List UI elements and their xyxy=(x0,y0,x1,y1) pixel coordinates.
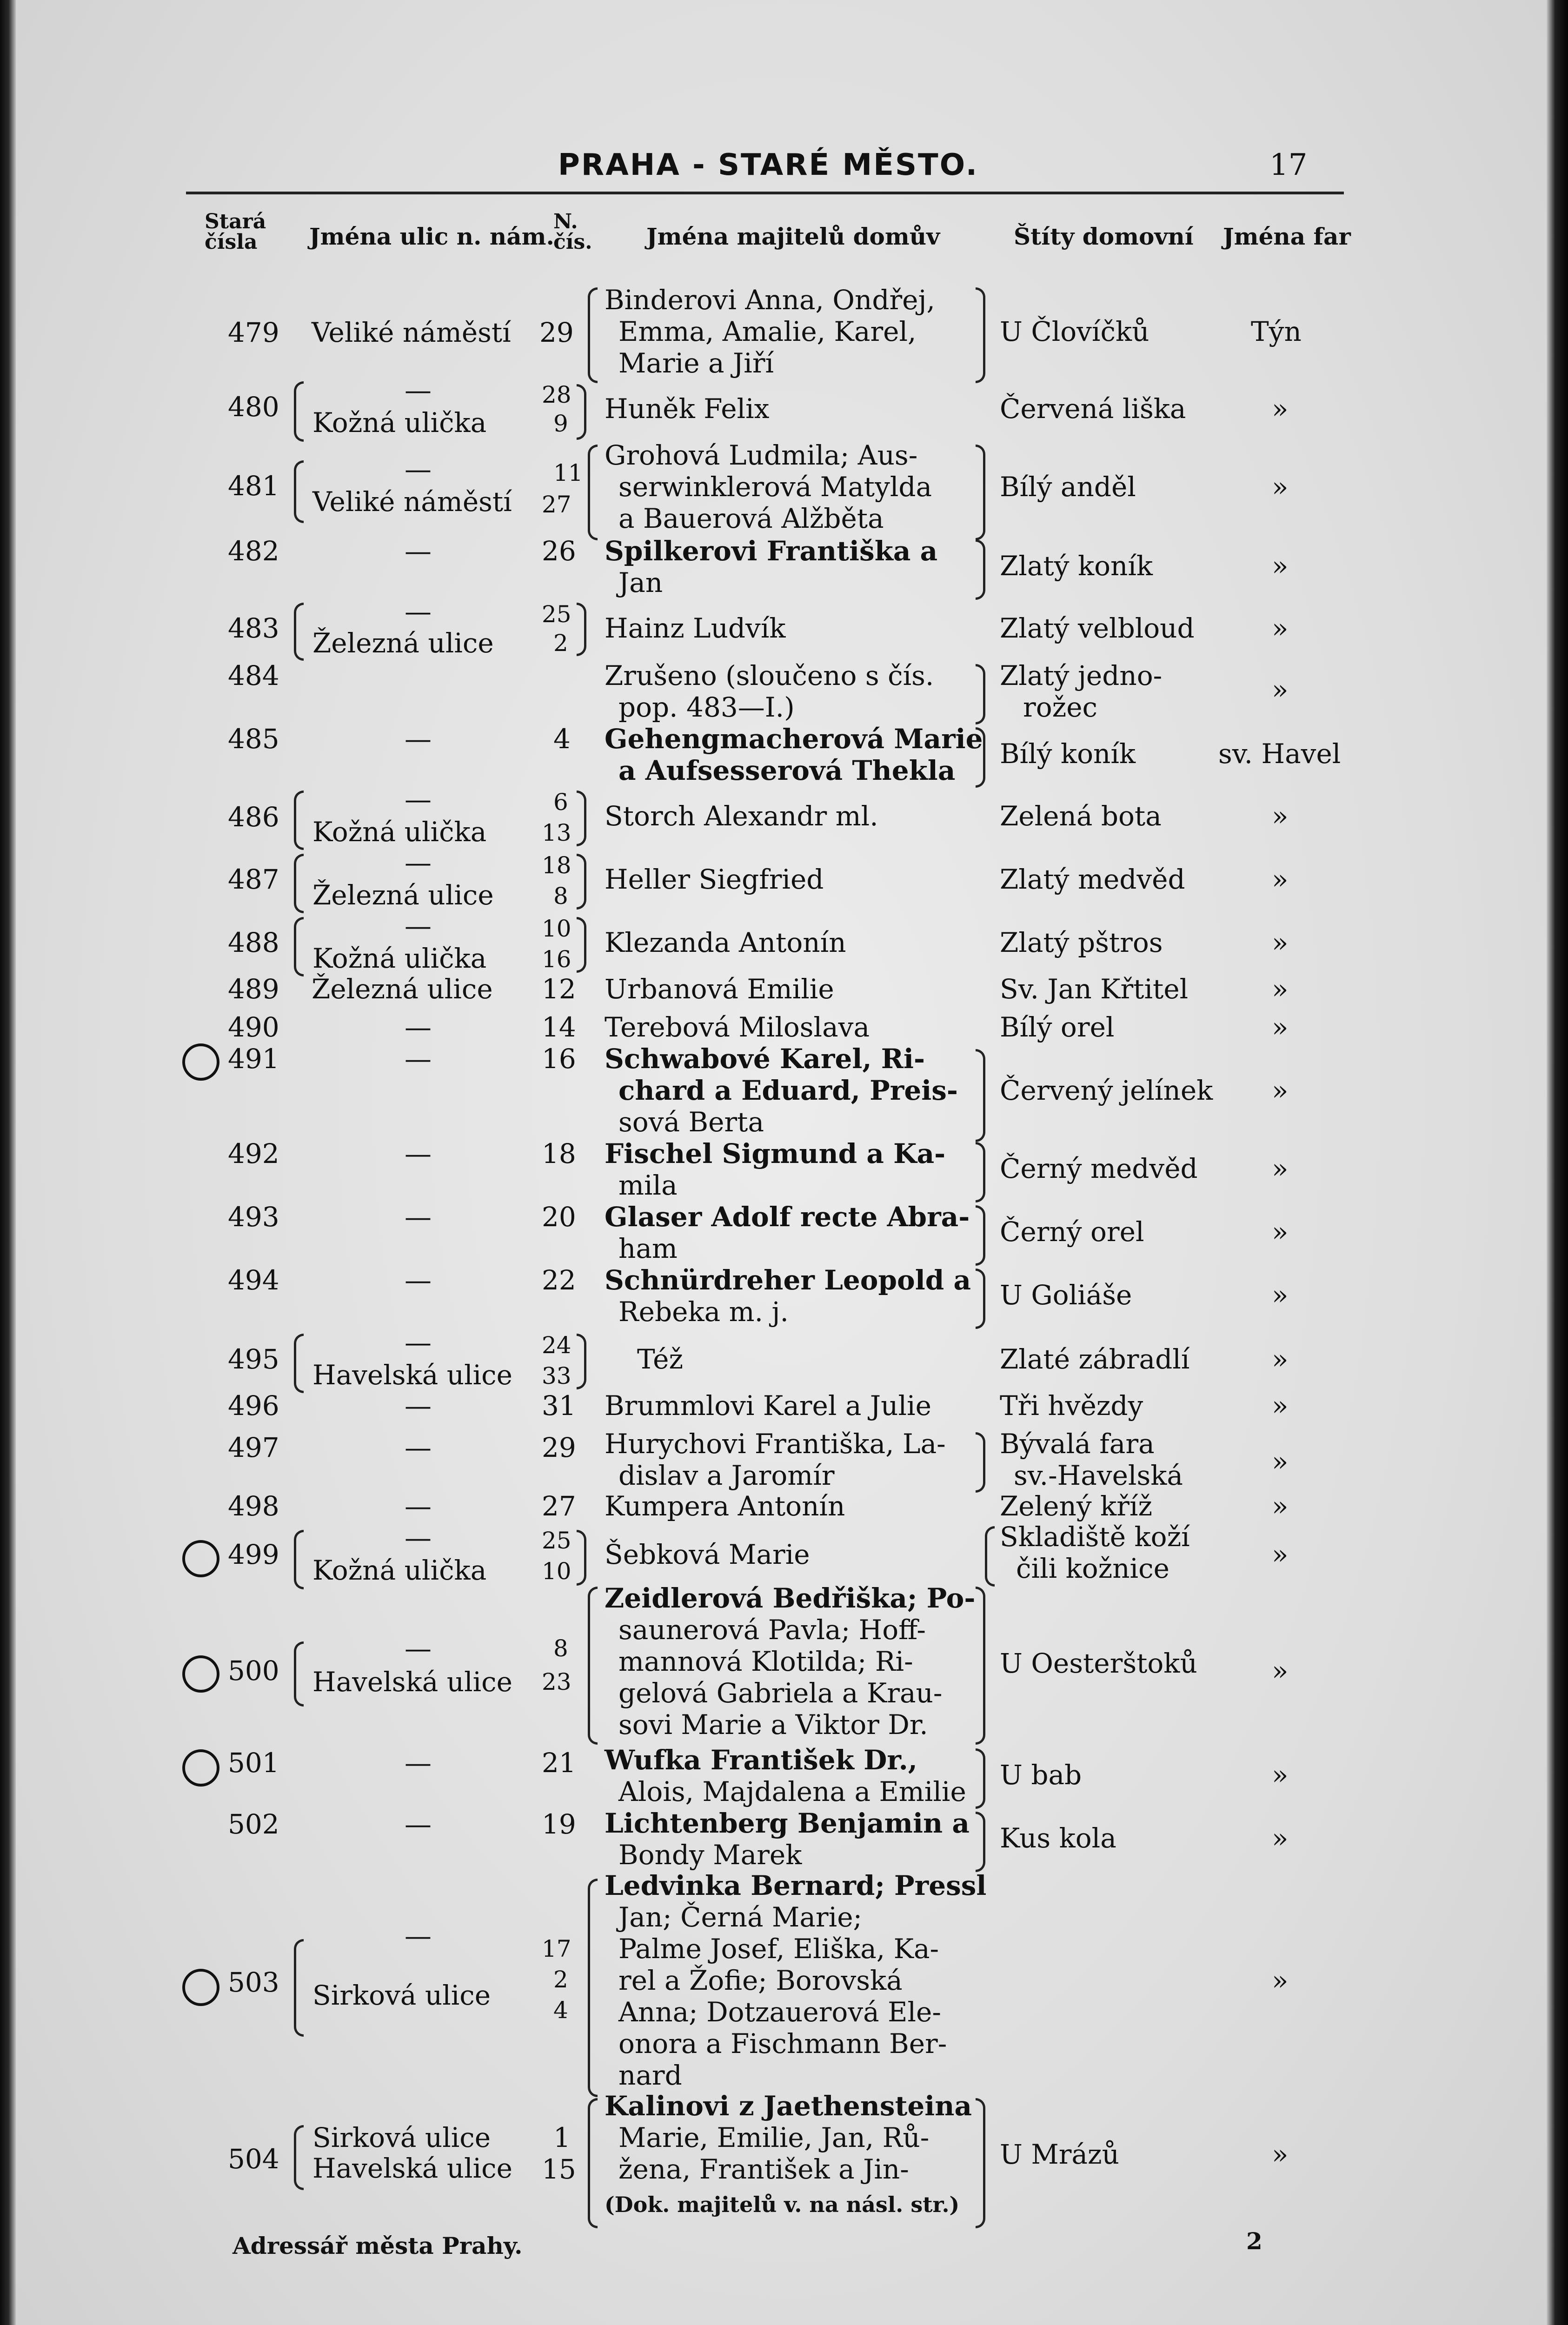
parish: » xyxy=(1272,864,1289,895)
owner: Též xyxy=(637,1343,684,1375)
house-sign: U Mrázů xyxy=(1000,2139,1119,2170)
parish: » xyxy=(1272,393,1289,425)
owner-line: Jan xyxy=(618,567,663,598)
brace xyxy=(976,727,985,788)
street: — xyxy=(405,1201,432,1233)
brace xyxy=(294,1334,304,1393)
brace xyxy=(577,790,586,846)
house-number: 10 xyxy=(542,915,571,942)
owner-line: Hurychovi Františka, La- xyxy=(605,1428,946,1460)
brace xyxy=(588,287,598,383)
owner-line: a Bauerová Alžběta xyxy=(618,503,884,534)
street-line: — xyxy=(405,1920,432,1952)
col-owners: Jména majitelů domův xyxy=(646,223,940,250)
parish: » xyxy=(1272,1153,1289,1184)
parish: » xyxy=(1272,2139,1289,2170)
old-number: 492 xyxy=(228,1138,279,1169)
brace xyxy=(976,664,985,724)
owner-line: serwinklerová Matylda xyxy=(618,471,932,503)
footer-signature: 2 xyxy=(1246,2227,1262,2255)
brace xyxy=(976,1432,985,1493)
owner-line: a Aufsesserová Thekla xyxy=(618,755,956,786)
house-sign: Bílý orel xyxy=(1000,1011,1115,1043)
parish: » xyxy=(1272,612,1289,644)
parish: Týn xyxy=(1251,316,1302,347)
owner-line: mila xyxy=(618,1169,678,1201)
old-number: 502 xyxy=(228,1808,279,1840)
house-number: 9 xyxy=(553,410,568,437)
house-sign: U Človíčků xyxy=(1000,316,1149,347)
old-number: 497 xyxy=(228,1432,279,1463)
old-number: 487 xyxy=(228,864,279,895)
brace xyxy=(294,381,304,442)
parish: » xyxy=(1272,927,1289,958)
street: Železná ulice xyxy=(312,973,493,1005)
street: — xyxy=(405,1390,432,1422)
owner-line: Emma, Amalie, Karel, xyxy=(618,316,917,347)
house-sign: Kus kola xyxy=(1000,1822,1116,1854)
house-sign-line: čili kožnice xyxy=(1016,1553,1169,1584)
circle-mark xyxy=(182,1540,219,1577)
old-number: 488 xyxy=(228,927,279,958)
house-number: 25 xyxy=(542,601,571,628)
brace xyxy=(577,854,586,910)
house-number: 26 xyxy=(542,535,576,567)
footer-title: Adressář města Prahy. xyxy=(233,2232,523,2259)
street-line: — xyxy=(405,453,432,485)
house-number: 12 xyxy=(542,973,576,1005)
owner-line: chard a Eduard, Preis- xyxy=(618,1075,958,1106)
parish: » xyxy=(1272,1075,1289,1106)
house-number: 14 xyxy=(542,1011,576,1043)
col-number-line2: čís. xyxy=(553,230,592,254)
brace xyxy=(294,2125,304,2190)
owner-line: Ledvinka Bernard; Pressl xyxy=(605,1870,987,1901)
brace xyxy=(976,1748,985,1809)
street: — xyxy=(405,1747,432,1779)
brace xyxy=(976,1142,985,1202)
owner-line: Gehengmacherová Marie xyxy=(605,723,983,755)
street-line: — xyxy=(405,1522,432,1554)
house-sign: Černý orel xyxy=(1000,1216,1144,1248)
house-sign: Zelená bota xyxy=(1000,800,1162,832)
owner: Šebková Marie xyxy=(605,1539,810,1570)
house-number: 4 xyxy=(553,1997,568,2024)
street-line: Havelská ulice xyxy=(312,1666,512,1698)
house-sign-line: Skladiště koží xyxy=(1000,1521,1190,1553)
old-number: 498 xyxy=(228,1490,279,1522)
old-number: 494 xyxy=(228,1264,279,1296)
brace xyxy=(588,2098,598,2228)
brace xyxy=(976,1812,985,1872)
house-number: 18 xyxy=(542,852,571,879)
brace xyxy=(976,287,985,383)
brace xyxy=(577,384,586,440)
col-number xyxy=(553,212,592,252)
col-old-number-line2: čísla xyxy=(205,230,258,254)
parish: » xyxy=(1272,550,1289,582)
col-signs: Štíty domovní xyxy=(1014,223,1194,250)
street-line: — xyxy=(405,596,432,627)
owner-line: rel a Žofie; Borovská xyxy=(618,1965,903,1996)
house-sign: Zlaté zábradlí xyxy=(1000,1343,1190,1375)
header-rule xyxy=(186,192,1344,194)
circle-mark xyxy=(182,1655,219,1693)
street-line: Veliké náměstí xyxy=(312,486,512,518)
owner-line: Jan; Černá Marie; xyxy=(618,1901,863,1933)
owner-line: žena, František a Jin- xyxy=(618,2153,909,2185)
old-number: 490 xyxy=(228,1011,279,1043)
owner-line: nard xyxy=(618,2059,682,2091)
house-number: 17 xyxy=(542,1935,571,1962)
brace xyxy=(294,1641,304,1707)
owner: Heller Siegfried xyxy=(605,864,824,895)
brace xyxy=(577,917,586,973)
brace xyxy=(588,1587,598,1745)
brace xyxy=(588,445,598,540)
brace xyxy=(294,790,304,850)
old-number: 482 xyxy=(228,535,279,567)
brace xyxy=(976,539,985,600)
brace xyxy=(294,1939,304,2037)
street: — xyxy=(405,1432,432,1463)
street: — xyxy=(405,1264,432,1296)
parish: » xyxy=(1272,1343,1289,1375)
parish: » xyxy=(1272,973,1289,1005)
street-line: — xyxy=(405,374,432,406)
house-sign: U bab xyxy=(1000,1759,1082,1791)
brace xyxy=(976,1049,985,1142)
street-line: — xyxy=(405,847,432,878)
owner: Kumpera Antonín xyxy=(605,1490,845,1522)
owner-line: Anna; Dotzauerová Ele- xyxy=(618,1996,941,2028)
brace xyxy=(577,603,586,656)
street-line: — xyxy=(405,1633,432,1664)
owner-line: dislav a Jaromír xyxy=(618,1460,835,1491)
street-line: Havelská ulice xyxy=(312,1359,512,1391)
owner-line: Alois, Majdalena a Emilie xyxy=(618,1776,966,1807)
old-number: 486 xyxy=(228,801,279,833)
col-parishes: Jména far xyxy=(1223,223,1351,250)
old-number: 500 xyxy=(228,1655,279,1687)
owner: Huněk Felix xyxy=(605,393,770,425)
page-header xyxy=(186,148,1349,190)
owner-line: (Dok. majitelů v. na násl. str.) xyxy=(605,2192,960,2217)
street: — xyxy=(405,1808,432,1840)
house-number: 23 xyxy=(542,1668,571,1695)
brace xyxy=(976,445,985,540)
col-old-number xyxy=(205,212,266,252)
house-number: 1 xyxy=(553,2122,571,2153)
street-line: — xyxy=(405,784,432,815)
owner-line: Grohová Ludmila; Aus- xyxy=(605,439,918,471)
old-number: 491 xyxy=(228,1043,279,1075)
house-sign-line: Bývalá fara xyxy=(1000,1428,1155,1460)
house-number: 31 xyxy=(542,1390,576,1422)
house-sign: Zlatý koník xyxy=(1000,550,1153,582)
old-number: 501 xyxy=(228,1747,279,1779)
scan-edge-left xyxy=(0,0,16,2325)
street-line: Sirková ulice xyxy=(312,2122,491,2153)
brace xyxy=(294,603,304,661)
owner-line: Fischel Sigmund a Ka- xyxy=(605,1138,946,1169)
owner-line: Rebeka m. j. xyxy=(618,1296,789,1328)
house-sign: U Oesterštoků xyxy=(1000,1647,1197,1679)
parish: » xyxy=(1272,471,1289,503)
house-sign: Tři hvězdy xyxy=(1000,1390,1143,1422)
owner-line: onora a Fischmann Ber- xyxy=(618,2028,947,2059)
house-number: 15 xyxy=(542,2153,576,2185)
house-number: 25 xyxy=(542,1527,571,1554)
street-line: Havelská ulice xyxy=(312,2152,512,2184)
street: — xyxy=(405,535,432,567)
circle-mark xyxy=(182,1043,219,1081)
owner-line: sová Berta xyxy=(618,1106,764,1138)
owner-line: gelová Gabriela a Krau- xyxy=(618,1677,943,1709)
house-number: 21 xyxy=(542,1747,576,1779)
house-number: 20 xyxy=(542,1201,576,1233)
street-line: Kožná ulička xyxy=(312,943,487,974)
owner: Storch Alexandr ml. xyxy=(605,800,878,832)
house-sign: Zlatý pštros xyxy=(1000,927,1163,958)
house-number: 24 xyxy=(542,1332,571,1359)
owner-line: ham xyxy=(618,1233,678,1264)
house-sign: Bílý anděl xyxy=(1000,471,1136,503)
brace xyxy=(294,1530,304,1589)
owner: Urbanová Emilie xyxy=(605,973,834,1005)
brace xyxy=(976,1269,985,1329)
house-number: 16 xyxy=(542,946,571,973)
house-sign: Bílý koník xyxy=(1000,738,1136,770)
street: — xyxy=(405,1490,432,1522)
brace xyxy=(985,1526,995,1587)
brace xyxy=(577,1530,586,1586)
house-sign: Zlatý velbloud xyxy=(1000,612,1195,644)
house-number: 28 xyxy=(542,381,571,408)
parish: » xyxy=(1272,1965,1289,1996)
brace xyxy=(976,1205,985,1266)
house-sign: Červená liška xyxy=(1000,393,1186,425)
brace xyxy=(976,2098,985,2228)
house-sign: Zlatý medvěd xyxy=(1000,864,1185,895)
old-number: 499 xyxy=(228,1539,279,1570)
house-number: 10 xyxy=(542,1558,571,1585)
owner-line: mannová Klotilda; Ri- xyxy=(618,1646,913,1677)
old-number: 504 xyxy=(228,2143,279,2175)
brace xyxy=(588,1879,598,2097)
old-number: 489 xyxy=(228,973,279,1005)
owner-line: Glaser Adolf recte Abra- xyxy=(605,1201,970,1233)
house-number: 8 xyxy=(553,1635,568,1662)
parish: sv. Havel xyxy=(1218,738,1341,770)
owner-line: Lichtenberg Benjamin a xyxy=(605,1807,970,1839)
house-sign: Červený jelínek xyxy=(1000,1075,1213,1106)
owner-line: Marie a Jiří xyxy=(618,347,774,379)
owner-line: saunerová Pavla; Hoff- xyxy=(618,1614,926,1646)
house-sign-line: Zlatý jedno- xyxy=(1000,660,1163,691)
house-number: 4 xyxy=(553,723,571,755)
old-number: 479 xyxy=(228,317,279,348)
parish: » xyxy=(1272,1822,1289,1854)
owner-line: pop. 483—I.) xyxy=(618,691,795,723)
col-number-line1: N. xyxy=(553,210,578,233)
owner-line: Wufka František Dr., xyxy=(605,1744,918,1776)
street: — xyxy=(405,1043,432,1075)
owner-line: Zeidlerová Bedřiška; Po- xyxy=(605,1582,976,1614)
owner-line: Zrušeno (sloučeno s čís. xyxy=(605,660,934,691)
house-number: 27 xyxy=(542,1490,576,1522)
old-number: 484 xyxy=(228,660,279,691)
parish: » xyxy=(1272,1216,1289,1248)
parish: » xyxy=(1272,1490,1289,1522)
owner: Klezanda Antonín xyxy=(605,927,846,958)
owner-line: Spilkerovi Františka a xyxy=(605,535,938,567)
brace xyxy=(577,1334,586,1389)
house-number: 22 xyxy=(542,1264,576,1296)
old-number: 493 xyxy=(228,1201,279,1233)
parish: » xyxy=(1272,1655,1289,1687)
page-number: 17 xyxy=(1269,148,1308,182)
old-number: 503 xyxy=(228,1966,279,1998)
house-number: 19 xyxy=(542,1808,576,1840)
street-line: Kožná ulička xyxy=(312,407,487,438)
parish: » xyxy=(1272,800,1289,832)
owner-line: Binderovi Anna, Ondřej, xyxy=(605,284,935,316)
circle-mark xyxy=(182,1969,219,2006)
page-title: PRAHA - STARÉ MĚSTO. xyxy=(558,148,978,182)
house-number: 18 xyxy=(542,1138,576,1169)
house-sign: Zelený kříž xyxy=(1000,1490,1153,1522)
owner: Terebová Miloslava xyxy=(605,1011,870,1043)
old-number: 483 xyxy=(228,612,279,644)
house-sign: Sv. Jan Křtitel xyxy=(1000,973,1189,1005)
old-number: 485 xyxy=(228,723,279,755)
house-number: 8 xyxy=(553,883,568,910)
owner-line: Marie, Emilie, Jan, Rů- xyxy=(618,2122,930,2153)
col-old-number-line1: Stará xyxy=(205,210,266,233)
house-number: 29 xyxy=(539,317,574,348)
house-number: 13 xyxy=(542,819,571,846)
owner-line: Bondy Marek xyxy=(618,1839,802,1871)
brace xyxy=(294,917,304,976)
street: — xyxy=(405,723,432,755)
house-number: 33 xyxy=(542,1362,571,1389)
parish: » xyxy=(1272,1539,1289,1570)
street-line: Železná ulice xyxy=(312,879,494,911)
house-sign: U Goliáše xyxy=(1000,1279,1132,1311)
street: — xyxy=(405,1011,432,1043)
owner-line: Schwabové Karel, Ri- xyxy=(605,1043,925,1075)
street-line: — xyxy=(405,910,432,942)
old-number: 480 xyxy=(228,391,279,423)
owner-line: Kalinovi z Jaethensteina xyxy=(605,2090,972,2122)
street-line: Kožná ulička xyxy=(312,1554,487,1586)
col-street: Jména ulic n. nám. xyxy=(309,223,554,250)
street: Veliké náměstí xyxy=(312,317,511,348)
house-sign-line: rožec xyxy=(1023,691,1098,723)
parish: » xyxy=(1272,1446,1289,1477)
parish: » xyxy=(1272,1390,1289,1422)
house-number: 16 xyxy=(542,1043,576,1075)
old-number: 481 xyxy=(228,470,279,502)
brace xyxy=(294,854,304,913)
street-line: — xyxy=(405,1327,432,1358)
scan-edge-right xyxy=(1547,0,1568,2325)
owner-line: Schnürdreher Leopold a xyxy=(605,1264,971,1296)
house-number: 11 xyxy=(553,459,583,486)
owner: Hainz Ludvík xyxy=(605,612,786,644)
street-line: Sirková ulice xyxy=(312,1980,491,2011)
old-number: 495 xyxy=(228,1343,279,1375)
brace xyxy=(976,1587,985,1745)
parish: » xyxy=(1272,1279,1289,1311)
street-line: Železná ulice xyxy=(312,627,494,659)
house-number: 27 xyxy=(542,491,571,518)
parish: » xyxy=(1272,1011,1289,1043)
old-number: 496 xyxy=(228,1390,279,1422)
house-number: 6 xyxy=(553,789,568,816)
house-sign-line: sv.-Havelská xyxy=(1014,1460,1183,1491)
brace xyxy=(294,460,304,523)
parish: » xyxy=(1272,1759,1289,1791)
owner-line: sovi Marie a Viktor Dr. xyxy=(618,1709,928,1740)
street-line: Kožná ulička xyxy=(312,816,487,848)
house-number: 2 xyxy=(553,630,568,657)
owner: Brummlovi Karel a Julie xyxy=(605,1390,931,1422)
parish: » xyxy=(1272,674,1289,705)
circle-mark xyxy=(182,1749,219,1787)
street: — xyxy=(405,1138,432,1169)
owner-line: Palme Josef, Eliška, Ka- xyxy=(618,1933,939,1965)
house-number: 29 xyxy=(542,1432,576,1463)
house-sign: Černý medvěd xyxy=(1000,1153,1198,1184)
house-number: 2 xyxy=(553,1966,568,1993)
